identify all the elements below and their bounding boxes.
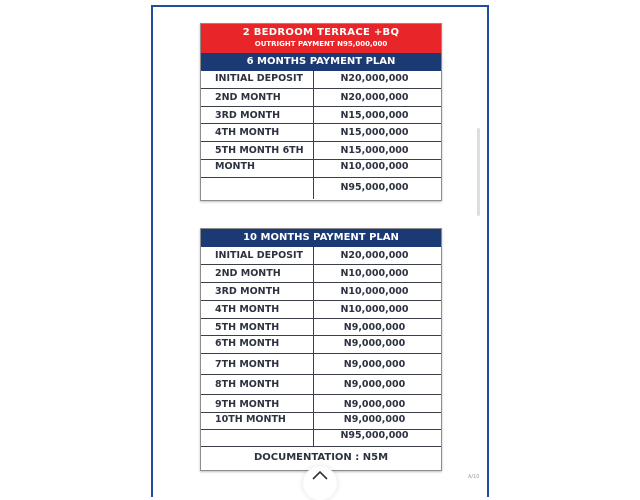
row-label: 5TH MONTH xyxy=(201,319,314,335)
row-value: N15,000,000 xyxy=(340,110,409,121)
scroll-to-top-button[interactable] xyxy=(303,466,337,500)
table-row xyxy=(201,282,441,300)
table-row xyxy=(201,88,441,106)
row-label: 6TH MONTH xyxy=(201,336,314,353)
table-row xyxy=(201,353,441,374)
total-row xyxy=(201,177,441,199)
row-value: N9,000,000 xyxy=(343,359,406,370)
row-value: N10,000,000 xyxy=(340,161,409,172)
outright-payment: OUTRIGHT PAYMENT N95,000,000 xyxy=(254,40,388,48)
row-value: N9,000,000 xyxy=(343,399,406,410)
table-row xyxy=(201,159,441,177)
row-label: 5TH MONTH 6TH xyxy=(201,142,314,159)
row-label: INITIAL DEPOSIT xyxy=(201,247,314,264)
table-row xyxy=(201,247,441,264)
row-label: 3RD MONTH xyxy=(201,107,314,123)
row-value: N10,000,000 xyxy=(340,286,409,297)
table-row xyxy=(201,71,441,88)
table-row xyxy=(201,300,441,318)
property-title: 2 BEDROOM TERRACE +BQ xyxy=(242,27,400,38)
ten-month-plan-header: 10 MONTHS PAYMENT PLAN xyxy=(201,229,441,247)
table-row xyxy=(201,264,441,282)
documentation-fee: DOCUMENTATION : N5M xyxy=(201,446,441,470)
row-value: N20,000,000 xyxy=(340,73,409,84)
row-value: N20,000,000 xyxy=(340,250,409,261)
row-label: 2ND MONTH xyxy=(201,265,314,282)
row-label: INITIAL DEPOSIT xyxy=(201,71,314,88)
row-label: 2ND MONTH xyxy=(201,89,314,106)
row-label: MONTH xyxy=(201,160,314,177)
total-value: N95,000,000 xyxy=(340,182,409,193)
six-month-plan-header: 6 MONTHS PAYMENT PLAN xyxy=(201,53,441,71)
table-row xyxy=(201,412,441,429)
row-label xyxy=(201,430,314,446)
row-label xyxy=(201,178,314,199)
table-row xyxy=(201,374,441,394)
row-label: 4TH MONTH xyxy=(201,301,314,318)
row-label: 7TH MONTH xyxy=(201,354,314,374)
scrollbar[interactable] xyxy=(477,128,480,216)
row-label: 8TH MONTH xyxy=(201,375,314,394)
row-value: N9,000,000 xyxy=(343,322,406,333)
table-row xyxy=(201,123,441,141)
row-value: N10,000,000 xyxy=(340,268,409,279)
table-row xyxy=(201,318,441,335)
chevron-up-icon xyxy=(312,470,328,480)
total-row xyxy=(201,429,441,446)
ten-month-rows xyxy=(201,247,441,470)
total-value: N95,000,000 xyxy=(340,430,409,441)
row-label: 9TH MONTH xyxy=(201,395,314,412)
row-value: N15,000,000 xyxy=(340,145,409,156)
page-indicator: A/10 xyxy=(468,474,480,480)
six-month-plan-table xyxy=(200,23,442,201)
table-row xyxy=(201,394,441,412)
row-label: 10TH MONTH xyxy=(201,413,314,429)
six-month-rows xyxy=(201,71,441,199)
row-label: 3RD MONTH xyxy=(201,283,314,300)
ten-month-plan-table xyxy=(200,228,442,471)
row-label: 4TH MONTH xyxy=(201,124,314,141)
row-value: N9,000,000 xyxy=(343,414,406,425)
row-value: N10,000,000 xyxy=(340,304,409,315)
table-row xyxy=(201,141,441,159)
row-value: N20,000,000 xyxy=(340,92,409,103)
row-value: N9,000,000 xyxy=(343,379,406,390)
property-title-banner xyxy=(201,24,441,53)
table-row xyxy=(201,106,441,123)
row-value: N15,000,000 xyxy=(340,127,409,138)
row-value: N9,000,000 xyxy=(343,338,406,349)
table-row xyxy=(201,335,441,353)
